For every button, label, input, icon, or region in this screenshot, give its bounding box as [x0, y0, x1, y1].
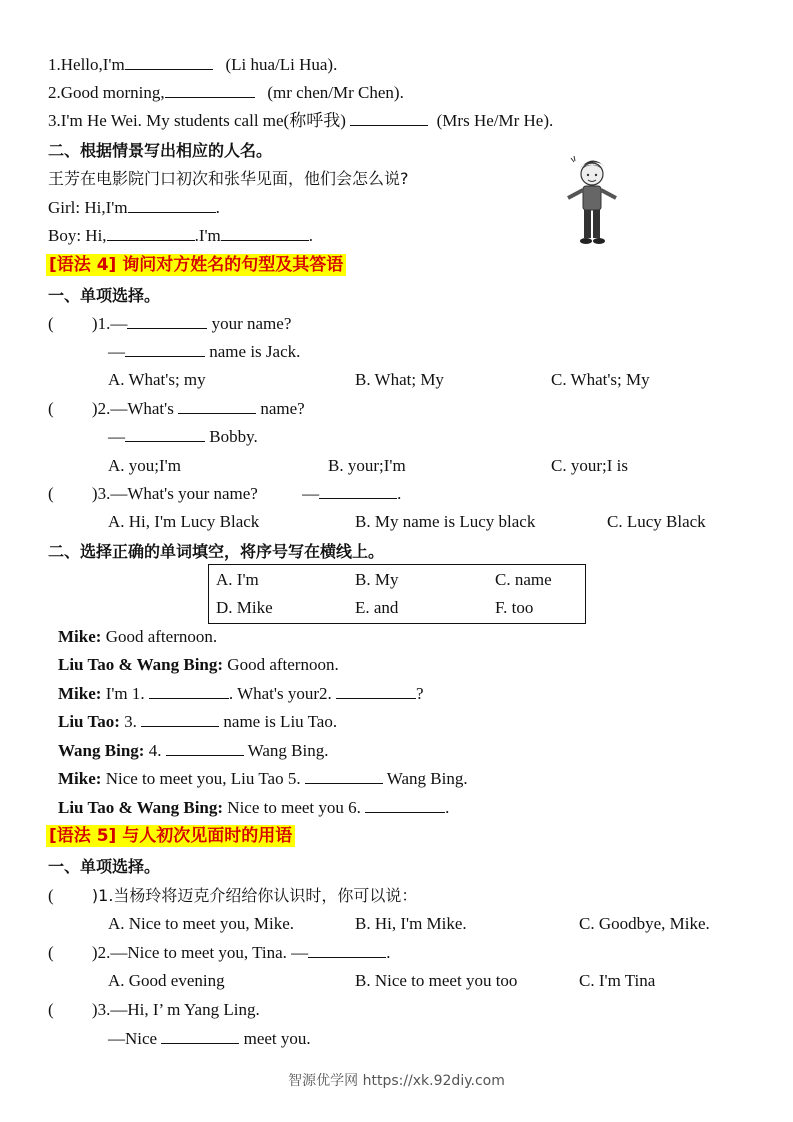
question-hint: (mr chen/Mr Chen).: [267, 83, 404, 102]
question-text: Bobby.: [209, 427, 258, 446]
answer-blank[interactable]: [128, 197, 216, 213]
answer-slot[interactable]: [58, 943, 92, 958]
dialog-line: [58, 797, 449, 819]
option-b[interactable]: B. Nice to meet you too: [355, 971, 518, 990]
dialog-text: name is Liu Tao.: [219, 712, 338, 731]
grammar-title: [语法 4] 询问对方姓名的句型及其答语: [46, 254, 346, 276]
option-b[interactable]: B. What; My: [355, 370, 444, 389]
option-a[interactable]: A. you;I'm: [108, 456, 181, 475]
answer-blank[interactable]: [127, 313, 207, 329]
section-heading: 二、根据情景写出相应的人名。: [48, 141, 273, 160]
question-text: )1.—: [91, 314, 128, 333]
option-c[interactable]: C. Goodbye, Mike.: [579, 914, 710, 933]
answer-slot[interactable]: [58, 1000, 92, 1015]
dash: —: [108, 427, 125, 446]
answer-slot[interactable]: [58, 399, 92, 414]
dialog-text: Good afternoon.: [223, 655, 339, 674]
question-text: )1.当杨玲将迈克介绍给你认识时，你可以说：: [91, 886, 418, 905]
question-text: )3.—Hi, I’ m Yang Ling.: [91, 1000, 260, 1019]
option-b[interactable]: B. My name is Lucy black: [355, 512, 536, 531]
dialog-text: Wang Bing.: [243, 741, 329, 760]
g4-q3: [48, 483, 401, 505]
answer-blank[interactable]: [125, 426, 205, 442]
answer-blank[interactable]: [165, 82, 255, 98]
question-hint: (Mrs He/Mr He).: [436, 111, 554, 130]
g5-q3: [48, 999, 260, 1021]
dialog-line: [58, 683, 424, 705]
question-text: name?: [260, 399, 305, 418]
footer-watermark: 智源优学网 https://xk.92diy.com: [288, 1073, 505, 1089]
grammar-4-title: [46, 254, 346, 276]
dialog-line: [58, 654, 339, 676]
girl-line: [48, 197, 220, 219]
option-a[interactable]: A. What's; my: [108, 370, 206, 389]
dialog-text: . What's your2.: [228, 684, 336, 703]
boy-illustration: [562, 152, 622, 247]
answer-blank[interactable]: [350, 110, 428, 126]
word-bank-item: F. too: [495, 598, 534, 617]
paren: (: [48, 314, 54, 333]
paren: (: [48, 484, 54, 503]
section-heading: 二、选择正确的单词填空，将序号写在横线上。: [48, 542, 385, 561]
dialog-text: 3.: [119, 712, 142, 731]
paren: (: [48, 943, 54, 962]
punct: .: [445, 798, 450, 817]
answer-blank[interactable]: [305, 768, 383, 784]
dialog-line: [58, 740, 328, 762]
dialog-text: Boy: Hi,: [48, 226, 107, 245]
option-c[interactable]: C. Lucy Black: [607, 512, 706, 531]
answer-blank[interactable]: [308, 942, 386, 958]
grammar-title: [语法 5] 与人初次见面时的用语: [46, 825, 295, 847]
question-text: )2.—Nice to meet you, Tina. —: [91, 943, 309, 962]
answer-blank[interactable]: [221, 225, 309, 241]
scenario-text: 王芳在电影院门口初次和张华见面，他们会怎么说?: [48, 169, 409, 188]
dialog-line: [58, 768, 468, 790]
answer-blank[interactable]: [107, 225, 195, 241]
punct: ?: [416, 684, 424, 703]
section-heading: 一、单项选择。: [48, 286, 161, 305]
g4-q1-reply: [108, 341, 300, 363]
word-bank-item: A. I'm: [216, 570, 259, 589]
g4-q2: [48, 398, 305, 420]
dialog-text: Good afternoon.: [101, 627, 218, 646]
option-a[interactable]: A. Nice to meet you, Mike.: [108, 914, 295, 933]
speaker: Wang Bing:: [58, 741, 145, 760]
answer-blank[interactable]: [125, 54, 213, 70]
speaker: Liu Tao & Wang Bing:: [58, 655, 224, 674]
g5-q3-reply: [108, 1028, 311, 1050]
option-a[interactable]: A. Good evening: [108, 971, 225, 990]
q-line-1: [48, 54, 337, 76]
option-c[interactable]: C. What's; My: [551, 370, 650, 389]
answer-slot[interactable]: [58, 484, 92, 499]
dash: —: [108, 342, 125, 361]
g4-q1: [48, 313, 291, 335]
question-text: name is Jack.: [209, 342, 301, 361]
option-c[interactable]: C. I'm Tina: [579, 971, 656, 990]
paren: (: [48, 886, 54, 905]
question-text: your name?: [211, 314, 292, 333]
dialog-text: 4.: [144, 741, 166, 760]
answer-blank[interactable]: [365, 797, 445, 813]
boy-line: [48, 225, 313, 247]
question-text: 1.Hello,I'm: [48, 55, 125, 74]
answer-blank[interactable]: [178, 398, 256, 414]
word-bank-item: B. My: [355, 570, 399, 589]
q-line-2: [48, 82, 404, 104]
speaker: Liu Tao:: [58, 712, 120, 731]
option-b[interactable]: B. your;I'm: [328, 456, 406, 475]
grammar-5-title: [46, 825, 295, 847]
question-text: 3.I'm He Wei. My students call me(称呼我): [48, 111, 346, 130]
answer-blank[interactable]: [149, 683, 229, 699]
question-text: —Nice: [108, 1029, 158, 1048]
dialog-line: [58, 711, 337, 733]
dash: —: [302, 484, 320, 503]
dialog-text: Nice to meet you, Liu Tao 5.: [101, 769, 305, 788]
paren: (: [48, 399, 54, 418]
punct: .: [308, 226, 314, 245]
section-heading: 一、单项选择。: [48, 857, 161, 876]
speaker: Liu Tao & Wang Bing:: [58, 798, 224, 817]
answer-blank[interactable]: [166, 740, 244, 756]
answer-blank[interactable]: [319, 483, 397, 499]
question-text: )3.—What's your name?: [91, 484, 258, 503]
dialog-text: Nice to meet you 6.: [223, 798, 366, 817]
answer-blank[interactable]: [336, 683, 416, 699]
paren: (: [48, 1000, 54, 1019]
g4-q2-reply: [108, 426, 258, 448]
word-bank-item: C. name: [495, 570, 552, 589]
speaker: Mike:: [58, 769, 102, 788]
q-line-3: [48, 110, 553, 132]
g5-q2: [48, 942, 390, 964]
dialog-text: Girl: Hi,I'm: [48, 198, 128, 217]
punct: .: [215, 198, 220, 217]
punct: .: [397, 484, 402, 503]
dialog-text: .I'm: [194, 226, 221, 245]
answer-blank[interactable]: [141, 711, 219, 727]
speaker: Mike:: [58, 627, 102, 646]
word-bank-item: D. Mike: [216, 598, 273, 617]
answer-blank[interactable]: [161, 1028, 239, 1044]
dialog-text: Wang Bing.: [382, 769, 468, 788]
punct: .: [386, 943, 391, 962]
question-text: )2.—What's: [91, 399, 174, 418]
question-text: 2.Good morning,: [48, 83, 165, 102]
option-b[interactable]: B. Hi, I'm Mike.: [355, 914, 467, 933]
answer-slot[interactable]: [58, 886, 92, 901]
answer-slot[interactable]: [58, 314, 92, 329]
option-c[interactable]: C. your;I is: [551, 456, 628, 475]
dialog-line: [58, 626, 217, 648]
word-bank-item: E. and: [355, 598, 399, 617]
question-hint: (Li hua/Li Hua).: [225, 55, 338, 74]
answer-blank[interactable]: [125, 341, 205, 357]
option-a[interactable]: A. Hi, I'm Lucy Black: [108, 512, 260, 531]
g5-q1: [48, 885, 417, 907]
dialog-text: I'm 1.: [101, 684, 149, 703]
question-text: meet you.: [243, 1029, 311, 1048]
speaker: Mike:: [58, 684, 102, 703]
